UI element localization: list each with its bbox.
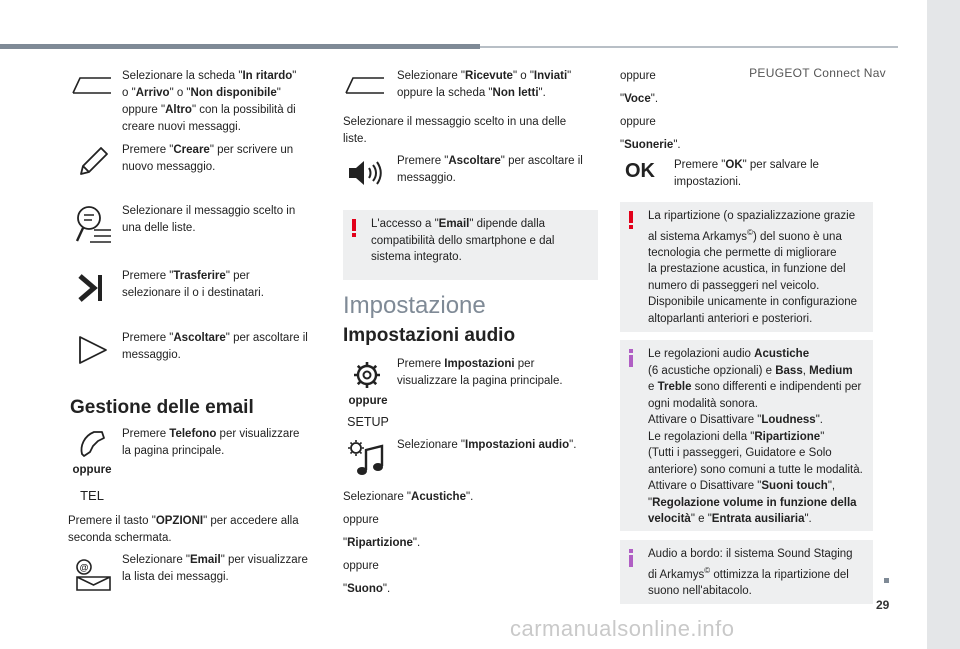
col2-item2-text: Premere "Ascoltare" per ascoltare il messaggio. <box>397 155 583 184</box>
tel-label: TEL <box>80 488 104 503</box>
phone-oppure-caption: oppure <box>72 464 112 476</box>
forward-icon <box>76 273 106 303</box>
warning-icon <box>352 219 356 237</box>
page-number: 29 <box>876 598 890 612</box>
svg-text:@: @ <box>79 562 89 573</box>
pencil-icon <box>77 145 109 177</box>
col1-item7-text: Selezionare "Email" per visualizzare la lista dei messaggi. <box>122 554 308 583</box>
ripartizione-warning-note: La ripartizione (o spazializzazione grazie al sistema Arkamys©) del suono è una tecnologia che permette di migliorare la prestazione acustica, in funzione del numero di passeggeri nel veicolo. Disponibile unicamente in configurazione altoparlanti anteriori e posteriori. <box>620 202 873 332</box>
email-section-heading: Gestione delle email <box>70 397 254 418</box>
email-compat-note: L'accesso a "Email" dipende dalla compatibilità dello smartphone e dal sistema integrato. <box>343 210 598 280</box>
col2-item1-text: Selezionare "Ricevute" o "Inviati" oppure la scheda "Non letti". <box>397 70 572 99</box>
warning-icon <box>629 211 633 229</box>
col2-select-paragraph: Selezionare il messaggio scelto in una delle liste. <box>343 116 567 145</box>
header-accent-bar <box>0 44 480 49</box>
col2-item3-text: Premere Impostazioni per visualizzare la pagina principale. <box>397 358 563 387</box>
col1-item6-text: Premere Telefono per visualizzare la pagina principale. <box>122 428 300 457</box>
col2-item4-text: Selezionare "Impostazioni audio". <box>397 439 577 451</box>
page-end-marker <box>884 578 889 583</box>
info-icon <box>629 549 633 567</box>
col3-suonerie-line: "Suonerie". <box>620 139 681 151</box>
sound-staging-info-note: Audio a bordo: il sistema Sound Staging di Arkamys© ottimizza la ripartizione del suono nell'abitacolo. <box>620 540 873 604</box>
gear-icon <box>352 360 382 390</box>
header-rule <box>480 46 898 48</box>
col3-oppure-2: oppure <box>620 116 656 128</box>
music-gear-icon <box>346 438 386 478</box>
col2-oppure-2: oppure <box>343 560 379 572</box>
speaker-icon <box>347 158 383 188</box>
page-header-title: PEUGEOT Connect Nav <box>749 66 886 80</box>
col2-suono-line: "Suono". <box>343 583 391 595</box>
page-side-strip <box>927 0 960 649</box>
col1-item5-text: Premere "Ascoltare" per ascoltare il messaggio. <box>122 332 308 361</box>
col2-oppure-1: oppure <box>343 514 379 526</box>
col3-voce-line: "Voce". <box>620 93 659 105</box>
phone-icon <box>78 428 108 458</box>
col1-item1-text: Selezionare la scheda "In ritardo" o "Arrivo" o "Non disponibile" oppure "Altro" con la possibilità di creare nuovi messaggi. <box>122 70 297 133</box>
setup-label: SETUP <box>347 415 389 429</box>
col1-options-paragraph: Premere il tasto "OPZIONI" per accedere alla seconda schermata. <box>68 515 299 544</box>
col2-ripartizione-line: "Ripartizione". <box>343 537 421 549</box>
col1-item3-text: Selezionare il messaggio scelto in una delle liste. <box>122 205 296 234</box>
audio-regolazioni-info-note: Le regolazioni audio Acustiche (6 acustiche opzionali) e Bass, Medium e Treble sono differenti e indipendenti per ogni modalità sonora. Attivare o Disattivare "Loudness". Le regolazioni della "Ripartizione" (Tutti i passeggeri, Guidatore e Solo anteriore) sono comuni a tutte le modalità. Attivare o Disattivare "Suoni touch", "Regolazione volume in funzione della velocità" e "Entrata ausiliaria". <box>620 340 873 531</box>
section-title-impostazione: Impostazione <box>343 292 486 319</box>
ok-icon: OK <box>625 160 655 182</box>
email-icon <box>74 557 112 591</box>
col3-item1-text: Premere "OK" per salvare le impostazioni. <box>674 159 819 188</box>
info-icon <box>629 349 633 367</box>
play-icon <box>78 335 108 365</box>
tab-icon <box>345 76 385 94</box>
col1-item2-text: Premere "Creare" per scrivere un nuovo messaggio. <box>122 144 294 173</box>
tab-icon <box>72 76 112 94</box>
message-list-icon <box>74 205 112 245</box>
col1-item4-text: Premere "Trasferire" per selezionare il o i destinatari. <box>122 270 264 299</box>
audio-settings-heading: Impostazioni audio <box>343 325 516 346</box>
watermark: carmanualsonline.info <box>510 616 735 641</box>
col2-acustiche-line: Selezionare "Acustiche". <box>343 491 474 503</box>
col3-oppure-1: oppure <box>620 70 656 82</box>
setup-oppure-caption: oppure <box>348 395 388 407</box>
